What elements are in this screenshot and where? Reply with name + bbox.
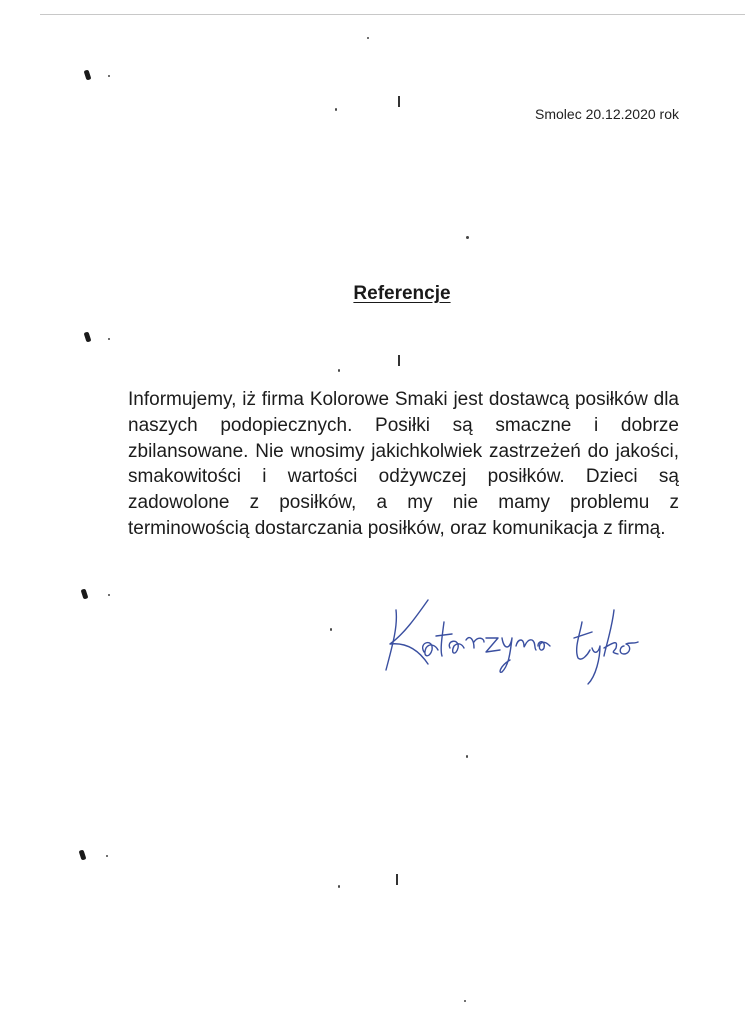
speck <box>466 755 468 758</box>
scan-mark <box>84 331 92 342</box>
document-title: Referencje <box>353 283 451 304</box>
speck <box>108 75 110 77</box>
speck <box>335 108 337 111</box>
scan-mark <box>81 588 89 599</box>
letter-body: Informujemy, iż firma Kolorowe Smaki jest dostawcą posiłków dla naszych podopiecznych. Posiłki są smaczne i dobrze zbilansowane. Nie wnosimy jakichkolwiek zastrzeżeń do jakości, smakowitości i wartości odżywczej posiłków. Dzieci są zadowolone z posiłków, a my nie mamy problemu z terminowością dostarczania posiłków, oraz komunikacja z firmą. <box>128 389 679 539</box>
speck <box>464 1000 466 1002</box>
speck <box>338 369 340 372</box>
speck <box>108 594 110 596</box>
scan-mark <box>398 96 400 107</box>
handwritten-signature <box>378 592 648 692</box>
speck <box>106 855 108 857</box>
page-edge-line <box>40 14 745 15</box>
scan-mark <box>398 355 400 366</box>
scan-mark <box>396 874 398 885</box>
date-line: Smolec 20.12.2020 rok <box>535 106 679 122</box>
speck <box>338 885 340 888</box>
speck <box>108 338 110 340</box>
scan-mark <box>84 69 92 80</box>
speck <box>466 236 469 239</box>
speck <box>330 628 332 631</box>
speck <box>367 37 369 39</box>
scan-mark <box>79 849 87 860</box>
